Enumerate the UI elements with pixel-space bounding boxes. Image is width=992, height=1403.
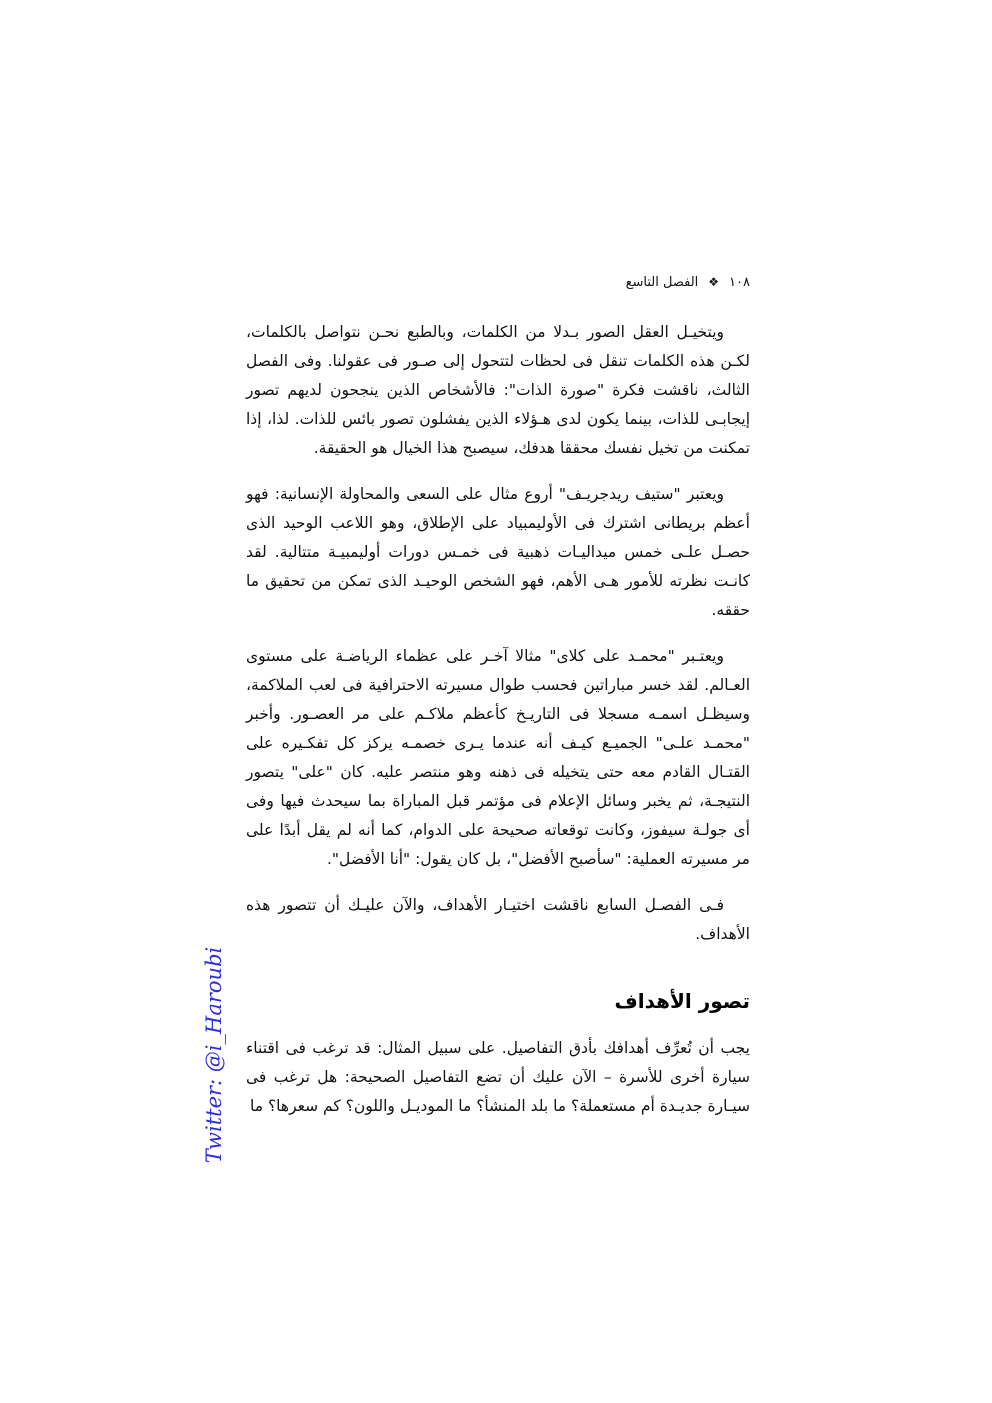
ornament-icon: ❖ — [708, 275, 720, 289]
paragraph-redgrave: ويعتبر "ستيف ريدجريـف" أروع مثال على السعى والمحاولة الإنسانية: فهو أعظم بريطانى اشترك فى الأوليمبياد على الإطلاق، وهو اللاعب الوحيد الذى حصـل علـى خمس ميداليـات ذهبية فى خمـس دورات أوليمبيـة متتالية. لقد كانـت نظرته للأمور هـى الأهم، فهو الشخص الوحيـد الذى تمكن من تحقيق ما حققه. — [246, 485, 750, 619]
paragraph-ali: ويعتـبر "محمـد على كلاى" مثالا آخـر على عظماء الرياضـة على مستوى العـالم. لقد خسر مباراتين فحسب طوال مسيرته الاحترافية فى لعب الملاكمة، وسيظـل اسمـه مسجلا فى التاريـخ كأعظم ملاكـم على مر العصـور. وأخبر "محمـد علـى" الجميـع كيـف أنه عندما يـرى خصمـه يركز كل تفكـيره على القتـال القادم معه حتى يتخيله فى ذهنه وهو منتصر عليه. كان "على" يتصور النتيجـة، ثم يخبر وسائل الإعلام فى مؤتمر قبل المباراة بما سيحدث فيها وفى أى جولـة سيفوز، وكانت توقعاته صحيحة على الدوام، كما أنه لم يقل أبدًا على مر مسيرته العملية: "سأصبح الأفضل"، بل كان يقول: "أنا الأفضل". — [246, 647, 750, 868]
paragraph-define-goals: يجب أن تُعرِّف أهدافك بأدق التفاصيل. على سبيل المثال: قد ترغب فى اقتناء سيارة أخرى للأسرة – الآن عليك أن تضع التفاصيل الصحيحة: هل ترغب فى سيـارة جديـدة أم مستعملة؟ ما بلد المنشأ؟ ما الموديـل واللون؟ كم سعرها؟ ما — [246, 1039, 750, 1115]
chapter-title: الفصل التاسع — [625, 274, 699, 290]
watermark-text: Twitter: @i_Haroubi — [202, 946, 226, 1164]
section-heading: تصور الأهداف — [614, 989, 750, 1013]
paragraph-goals-intro: فـى الفصـل السابع ناقشت اختيـار الأهداف، والآن عليـك أن تتصور هذه الأهداف. — [246, 896, 750, 943]
paragraph-imagination: ويتخيـل العقل الصور بـدلا من الكلمات، وبالطبع نحـن نتواصل بالكلمات، لكـن هذه الكلمات تنقل فى لحظات لتتحول إلى صـور فى عقولنا. وفى الفصل الثالث، ناقشت فكرة "صورة الذات": فالأشخاص الذين ينجحون لديهم تصور إيجابـى للذات، بينما يكون لدى هـؤلاء الذين يفشلون تصور بائس للذات. لذا، إذا تمكنت من تخيل نفسك محققا هدفك، سيصبح هذا الخيال هو الحقيقة. — [246, 323, 750, 457]
watermark — [198, 946, 230, 1164]
page-body — [246, 318, 750, 1138]
page-header — [560, 270, 750, 294]
page-number: ١٠٨ — [729, 274, 750, 290]
